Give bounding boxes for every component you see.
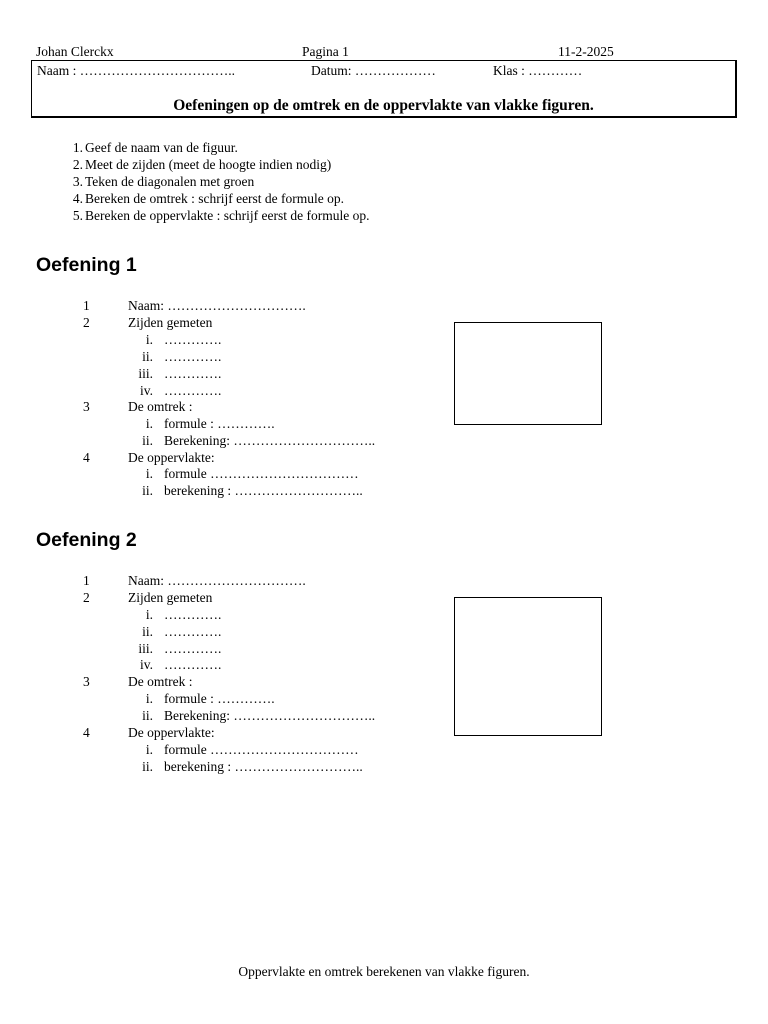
sub-item-number: iii. [138,641,153,656]
sub-item-number: iii. [138,366,153,381]
instruction-item [58,139,370,156]
sub-item-number: i. [145,742,153,757]
question-zijden [0,314,768,331]
sub-item-text: …………. [164,607,222,622]
instruction-number: 2. [72,157,83,172]
instruction-text: Teken de diagonalen met groen [85,174,255,189]
question-omtrek [0,673,768,690]
author-name: Johan Clerckx [36,44,114,59]
sub-item [0,690,768,707]
question-naam [0,572,768,589]
page-number: Pagina 1 [302,44,349,59]
sub-item [0,415,768,432]
question-text: Naam: …………………………. [128,298,306,313]
question-zijden [0,589,768,606]
sub-item-text: formule …………………………… [164,466,359,481]
instruction-text: Bereken de oppervlakte : schrijf eerst de formule op. [85,208,370,223]
rectangle-figure [454,322,602,425]
sub-item-number: ii. [142,759,153,774]
question-text: Zijden gemeten [128,315,213,330]
sub-item [0,465,768,482]
sub-item-number: i. [145,691,153,706]
square-figure [454,597,602,736]
sub-item-number: i. [145,332,153,347]
question-number: 4 [83,725,90,740]
sub-item-text: berekening : ……………………….. [164,483,363,498]
naam-field: Naam : …………………………….. [37,63,235,78]
sub-item [0,331,768,348]
sub-item-text: berekening : ……………………….. [164,759,363,774]
question-omtrek [0,398,768,415]
instruction-text: Geef de naam van de figuur. [85,140,238,155]
sub-item-text: formule : …………. [164,416,275,431]
sub-item-text: …………. [164,641,222,656]
sub-item-number: i. [145,466,153,481]
instruction-item [58,207,370,224]
exercise-heading: Oefening 1 [36,254,137,276]
sub-item [0,656,768,673]
sub-item [0,348,768,365]
document-title: Oefeningen op de omtrek en de oppervlakte van vlakke figuren. [173,97,594,114]
question-oppervlakte [0,449,768,466]
exercise-heading: Oefening 2 [36,529,137,551]
instruction-number: 5. [72,208,83,223]
sub-item [0,432,768,449]
sub-item-number: iv. [140,657,153,672]
question-text: Naam: …………………………. [128,573,306,588]
question-number: 4 [83,450,90,465]
datum-field: Datum: ……………… [311,63,436,78]
sub-item [0,640,768,657]
sub-item-text: …………. [164,383,222,398]
question-text: Zijden gemeten [128,590,213,605]
instruction-number: 1. [72,140,83,155]
header-date: 11-2-2025 [558,44,614,59]
instruction-item [58,173,370,190]
sub-item-text: Berekening: ………………………….. [164,708,376,723]
sub-item-text: …………. [164,349,222,364]
sub-item-number: i. [145,607,153,622]
question-number: 2 [83,590,90,605]
sub-item [0,606,768,623]
sub-item [0,365,768,382]
sub-item-text: formule : …………. [164,691,275,706]
sub-item-text: …………. [164,657,222,672]
instruction-number: 3. [72,174,83,189]
sub-item-text: …………. [164,332,222,347]
question-number: 3 [83,674,90,689]
instruction-item [58,156,370,173]
question-text: De oppervlakte: [128,450,215,465]
question-text: De omtrek : [128,674,193,689]
instruction-text: Bereken de omtrek : schrijf eerst de formule op. [85,191,345,206]
question-number: 1 [83,573,90,588]
sub-item [0,741,768,758]
instruction-number: 4. [72,191,83,206]
question-oppervlakte [0,724,768,741]
sub-item-text: …………. [164,366,222,381]
sub-item [0,482,768,499]
sub-item [0,382,768,399]
question-naam [0,297,768,314]
sub-item-number: iv. [140,383,153,398]
sub-item-text: Berekening: ………………………….. [164,433,376,448]
sub-item-text: formule …………………………… [164,742,359,757]
question-number: 1 [83,298,90,313]
instruction-item [58,190,370,207]
sub-item-number: ii. [142,349,153,364]
sub-item-number: ii. [142,433,153,448]
title-box [31,60,737,118]
page-footer: Oppervlakte en omtrek berekenen van vlakke figuren. [238,964,530,979]
sub-item [0,623,768,640]
instruction-list [58,139,370,224]
sub-item-number: i. [145,416,153,431]
sub-item-number: ii. [142,708,153,723]
question-number: 3 [83,399,90,414]
sub-item-number: ii. [142,483,153,498]
klas-field: Klas : ………… [493,63,583,78]
sub-item [0,758,768,775]
question-text: De omtrek : [128,399,193,414]
sub-item [0,707,768,724]
sub-item-text: …………. [164,624,222,639]
instruction-text: Meet de zijden (meet de hoogte indien nodig) [85,157,332,172]
question-number: 2 [83,315,90,330]
sub-item-number: ii. [142,624,153,639]
question-text: De oppervlakte: [128,725,215,740]
